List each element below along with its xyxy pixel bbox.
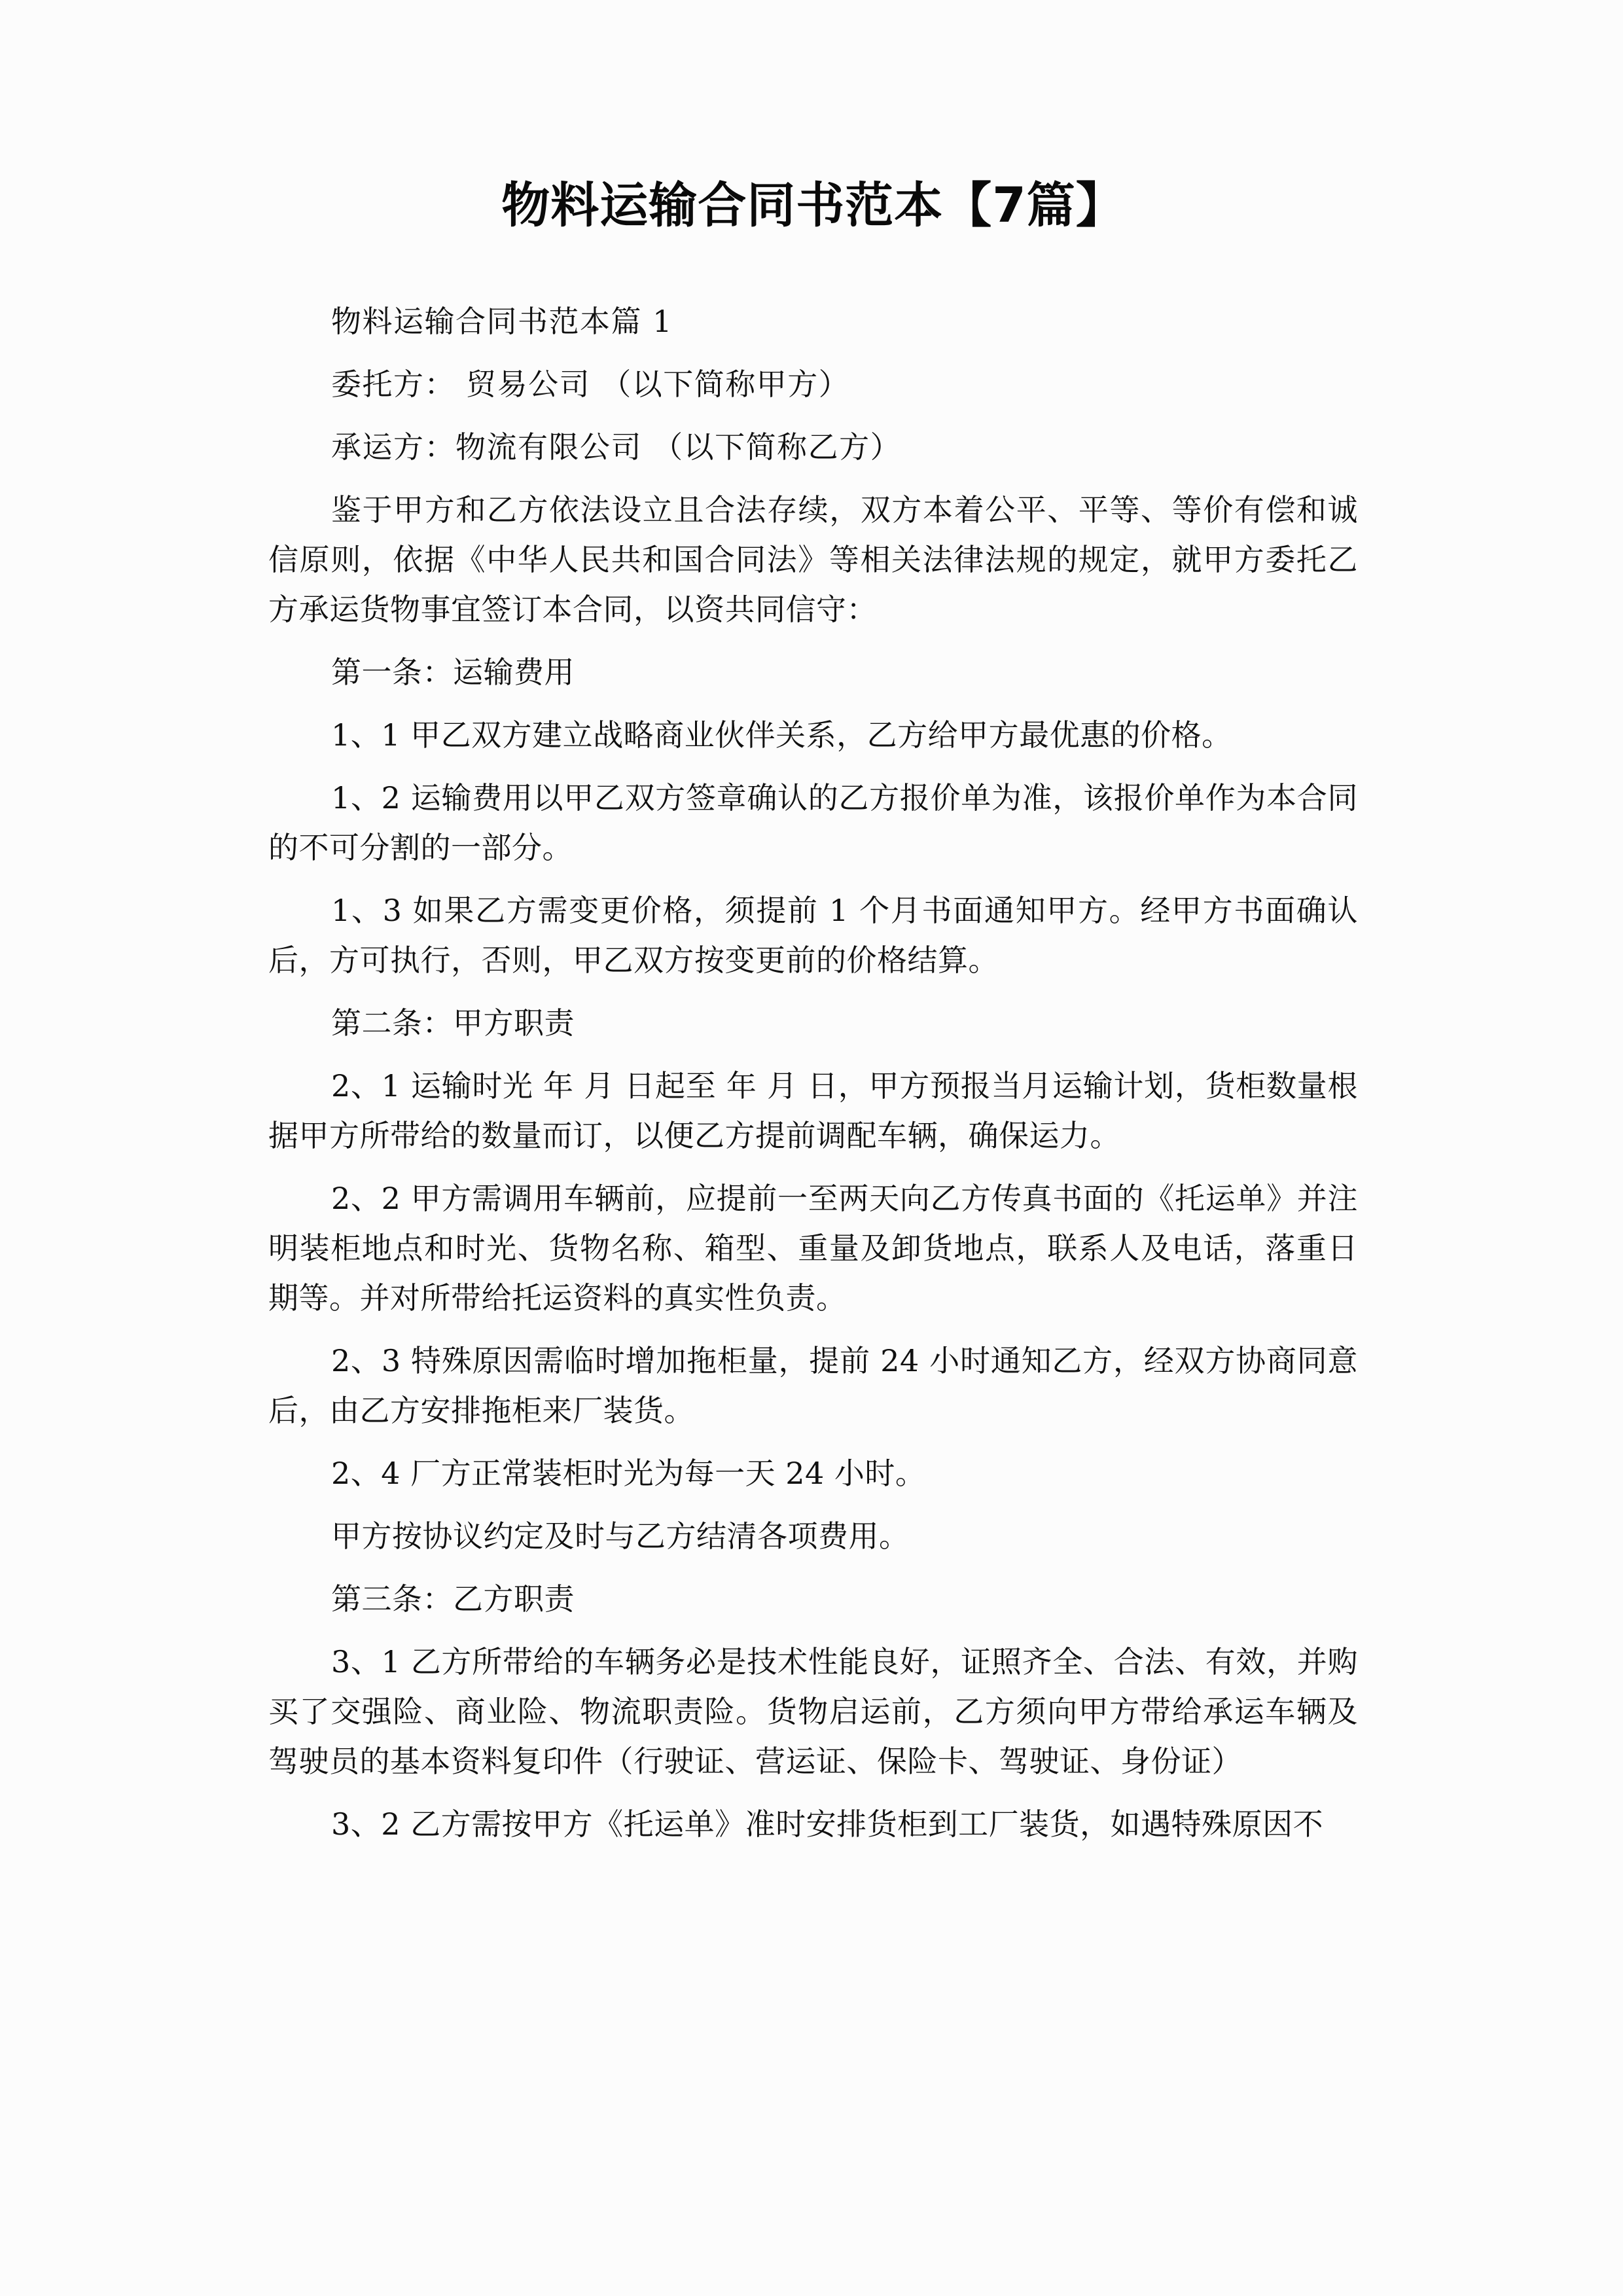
paragraph-clause-2-1: 2、1 运输时光 年 月 日起至 年 月 日，甲方预报当月运输计划，货柜数量根据甲方所带给的数量而订，以便乙方提前调配车辆，确保运力。: [268, 1067, 1358, 1153]
page-title: 物料运输合同书范本【7篇】: [501, 177, 1125, 234]
document-body: [268, 296, 1358, 1849]
paragraph-article-3-heading: 第三条：乙方职责: [331, 1581, 575, 1617]
paragraph-clause-2-2: 2、2 甲方需调用车辆前，应提前一至两天向乙方传真书面的《托运单》并注明装柜地点和时光、货物名称、箱型、重量及卸货地点，联系人及电话，落重日期等。并对所带给托运资料的真实性负责。: [268, 1180, 1358, 1316]
page-content-column: [268, 0, 1358, 1849]
paragraph-clause-3-1: 3、1 乙方所带给的车辆务必是技术性能良好，证照齐全、合法、有效，并购买了交强险、商业险、物流职责险。货物启运前，乙方须向甲方带给承运车辆及驾驶员的基本资料复印件（行驶证、营运证、保险卡、驾驶证、身份证）: [268, 1643, 1358, 1779]
paragraph-clause-2-3: 2、3 特殊原因需临时增加拖柜量，提前 24 小时通知乙方，经双方协商同意后，由乙方安排拖柜来厂装货。: [268, 1342, 1358, 1428]
paragraph-heading-sample-1: 物料运输合同书范本篇 1: [331, 303, 673, 339]
paragraph-clause-1-1: 1、1 甲乙双方建立战略商业伙伴关系，乙方给甲方最优惠的价格。: [331, 717, 1232, 753]
paragraph-clause-2-4: 2、4 厂方正常装柜时光为每一天 24 小时。: [331, 1455, 926, 1491]
paragraph-clause-3-2: 3、2 乙方需按甲方《托运单》准时安排货柜到工厂装货，如遇特殊原因不: [331, 1806, 1324, 1842]
paragraph-party-a: 委托方： 贸易公司 （以下简称甲方）: [331, 366, 850, 402]
paragraph-article-1-heading: 第一条：运输费用: [331, 654, 575, 690]
paragraph-party-b: 承运方：物流有限公司 （以下简称乙方）: [331, 429, 902, 465]
paragraph-clause-1-3: 1、3 如果乙方需变更价格，须提前 1 个月书面通知甲方。经甲方书面确认后，方可执行，否则，甲乙双方按变更前的价格结算。: [268, 892, 1358, 978]
paragraph-clause-1-2: 1、2 运输费用以甲乙双方签章确认的乙方报价单为准，该报价单作为本合同的不可分割的一部分。: [268, 780, 1358, 865]
paragraph-clause-2-settlement: 甲方按协议约定及时与乙方结清各项费用。: [331, 1518, 910, 1554]
paragraph-preamble: 鉴于甲方和乙方依法设立且合法存续，双方本着公平、平等、等价有偿和诚信原则，依据《中华人民共和国合同法》等相关法律法规的规定，就甲方委托乙方承运货物事宜签订本合同，以资共同信守：: [268, 492, 1358, 627]
paragraph-article-2-heading: 第二条：甲方职责: [331, 1005, 575, 1041]
